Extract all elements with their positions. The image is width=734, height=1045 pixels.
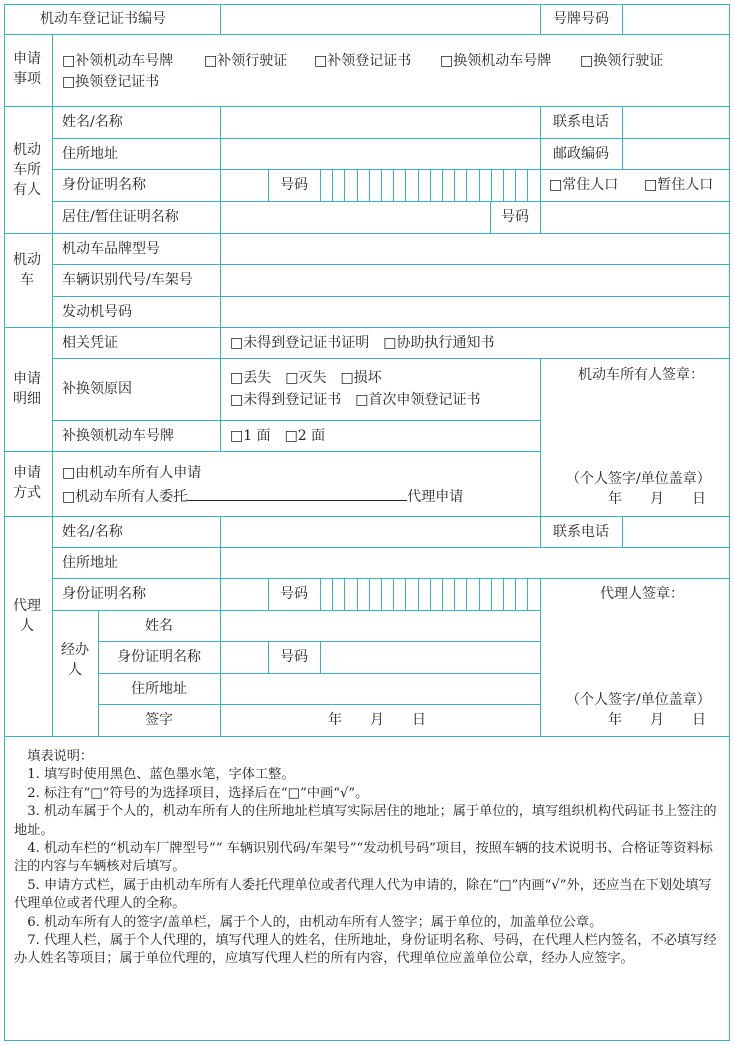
reason-options-line2[interactable]: □未得到登记证书 □首次申领登记证书	[230, 392, 481, 408]
digit-cell-divider	[430, 169, 431, 201]
digit-cell-divider	[332, 169, 333, 201]
row-divider	[52, 578, 730, 579]
row-divider	[52, 420, 540, 421]
option-replace-plate[interactable]: □换领机动车号牌	[440, 53, 552, 69]
instruction-item: 7. 代理人栏，属于个人代理的，填写代理人的姓名，住所地址，身份证明名称、号码，在代理人栏内签名，不必填写经办人姓名等项目；属于单位代理的，应填写代理人栏的所有内容，代理单位应盖单位公章，经办人应签字。	[14, 933, 717, 967]
digit-cell-divider	[503, 578, 504, 610]
col-divider	[320, 578, 321, 610]
digit-cell-divider	[405, 169, 406, 201]
row-divider	[52, 296, 730, 297]
vehicle-vin-label: 车辆识别代号/车架号	[62, 272, 193, 288]
vehicle-section-label: 机动车	[13, 252, 41, 288]
instruction-item: 4. 机动车栏的“机动车厂牌型号”“ 车辆识别代码/车架号”“发动机号码”项目，按照车辆的技术说明书、合格证等资料标注的内容与车辆核对后填写。	[14, 841, 713, 875]
digit-cell-divider	[491, 578, 492, 610]
instruction-item: 5. 申请方式栏，属于由机动车所有人委托代理单位或者代理人代为申请的，除在“□”内画“√”外，还应当在下划处填写代理单位或者代理人的全称。	[14, 877, 712, 912]
option-reissue-plate[interactable]: □补领机动车号牌	[62, 53, 174, 69]
entrust-suffix: 代理申请	[407, 489, 464, 505]
col-divider	[540, 201, 541, 233]
col-divider	[220, 4, 221, 34]
permanent-resident-option[interactable]: □常住人口	[549, 177, 619, 193]
option-replace-license[interactable]: □换领行驶证	[580, 53, 664, 69]
owner-name-label: 姓名/名称	[62, 114, 123, 130]
owner-id-name-label: 身份证明名称	[62, 177, 146, 193]
handler-section-label: 经办人	[61, 642, 89, 678]
digit-cell-divider	[332, 578, 333, 610]
apply-items-section-label: 申请事项	[13, 51, 41, 87]
col-divider	[540, 169, 541, 201]
agent-address-label: 住所地址	[62, 555, 118, 571]
digit-cell-divider	[344, 169, 345, 201]
col-divider	[220, 610, 221, 736]
digit-cell-divider	[515, 578, 516, 610]
owner-section-label: 机动车所有人	[13, 142, 41, 198]
digit-cell-divider	[430, 578, 431, 610]
digit-cell-divider	[479, 169, 480, 201]
owner-address-label: 住所地址	[62, 146, 118, 162]
agent-id-name-label: 身份证明名称	[62, 586, 146, 602]
digit-cell-divider	[454, 169, 455, 201]
digit-cell-divider	[454, 578, 455, 610]
digit-cell-divider	[527, 578, 528, 610]
instructions-title: 填表说明：	[27, 749, 94, 764]
digit-cell-divider	[418, 578, 419, 610]
agent-sign-date: 年 月 日	[608, 712, 706, 728]
agent-sign-note: （个人签字/单位盖章）	[566, 692, 711, 708]
entrust-prefix: □机动车所有人委托	[62, 489, 188, 505]
agent-phone-label: 联系电话	[553, 524, 609, 540]
agent-sign-label: 代理人签章：	[600, 586, 684, 602]
digit-cell-divider	[466, 169, 467, 201]
row-divider	[4, 327, 730, 328]
handler-name-label: 姓名	[145, 618, 173, 634]
handler-address-label: 住所地址	[131, 681, 187, 697]
plate-count-options[interactable]: □1 面 □2 面	[230, 428, 326, 444]
owner-sign-label: 机动车所有人签章：	[578, 367, 704, 383]
handler-id-name-label: 身份证明名称	[117, 649, 201, 665]
row-divider	[52, 610, 540, 611]
residence-cert-label: 居住/暂住证明名称	[62, 209, 179, 225]
digit-cell-divider	[357, 578, 358, 610]
digit-cell-divider	[479, 578, 480, 610]
row-divider	[98, 704, 540, 705]
temporary-resident-option[interactable]: □暂住人口	[644, 177, 714, 193]
col-divider	[622, 4, 623, 34]
digit-cell-divider	[418, 169, 419, 201]
digit-cell-divider	[393, 169, 394, 201]
digit-cell-divider	[405, 578, 406, 610]
plate-count-label: 补换领机动车号牌	[62, 428, 174, 444]
digit-cell-divider	[527, 169, 528, 201]
digit-cell-divider	[344, 578, 345, 610]
owner-sign-date: 年 月 日	[608, 491, 706, 507]
voucher-label: 相关凭证	[62, 335, 118, 351]
col-divider	[52, 34, 53, 736]
owner-id-no-label: 号码	[280, 177, 308, 193]
digit-cell-divider	[466, 578, 467, 610]
digit-cell-divider	[442, 578, 443, 610]
digit-cell-divider	[393, 578, 394, 610]
col-divider	[622, 516, 623, 547]
row-divider	[52, 358, 730, 359]
digit-cell-divider	[381, 578, 382, 610]
detail-section-label: 申请明细	[13, 371, 41, 407]
digit-cell-divider	[381, 169, 382, 201]
reason-label: 补换领原因	[62, 381, 132, 397]
vehicle-engine-label: 发动机号码	[62, 304, 132, 320]
row-divider	[98, 673, 540, 674]
method-option-entrust[interactable]	[62, 486, 463, 506]
owner-sign-note: （个人签字/单位盖章）	[566, 471, 711, 487]
instruction-item: 1. 填写时使用黑色、蓝色墨水笔，字体工整。	[27, 767, 295, 783]
agent-id-no-label: 号码	[280, 586, 308, 602]
col-divider	[622, 106, 623, 169]
row-divider	[4, 34, 730, 35]
handler-signature-label: 签字	[145, 712, 173, 728]
digit-cell-divider	[369, 169, 370, 201]
residence-no-label: 号码	[501, 209, 529, 225]
digit-cell-divider	[515, 169, 516, 201]
row-divider	[98, 641, 540, 642]
row-divider	[52, 201, 730, 202]
col-divider	[320, 169, 321, 201]
handler-sign-date: 年 月 日	[328, 712, 426, 728]
digit-cell-divider	[357, 169, 358, 201]
reason-options-line1[interactable]: □丢失 □灭失 □损坏	[230, 370, 382, 386]
row-divider	[52, 547, 730, 548]
handler-id-no-label: 号码	[280, 649, 308, 665]
plate-no-label: 号牌号码	[553, 11, 609, 27]
row-divider	[52, 169, 730, 170]
row-divider	[4, 233, 730, 234]
row-divider	[4, 451, 540, 452]
method-section-label: 申请方式	[13, 465, 41, 501]
method-option-owner[interactable]: □由机动车所有人申请	[62, 465, 202, 481]
digit-cell-divider	[503, 169, 504, 201]
instruction-item: 6. 机动车所有人的签字/盖单栏，属于个人的，由机动车所有人签字；属于单位的，加盖单位公章。	[27, 914, 603, 930]
col-divider	[220, 327, 221, 451]
col-divider	[540, 578, 541, 736]
row-divider	[52, 138, 730, 139]
instruction-item: 2. 标注有“□”符号的为选择项目，选择后在“□”中画“√”。	[27, 785, 369, 801]
digit-cell-divider	[491, 169, 492, 201]
voucher-options[interactable]: □未得到登记证书证明 □协助执行通知书	[230, 335, 495, 351]
reg-cert-no-label: 机动车登记证书编号	[40, 11, 166, 27]
owner-phone-label: 联系电话	[553, 114, 609, 130]
digit-cell-divider	[369, 578, 370, 610]
row-divider	[52, 264, 730, 265]
instruction-item: 3. 机动车属于个人的，机动车所有人的住所地址栏填写实际居住的地址；属于单位的，填写组织机构代码证书上签注的地址。	[14, 804, 717, 838]
col-divider	[220, 516, 221, 610]
digit-cell-divider	[442, 169, 443, 201]
option-reissue-license[interactable]: □补领行驶证	[204, 53, 288, 69]
agent-section-label: 代理人	[13, 598, 41, 634]
agent-name-label: 姓名/名称	[62, 524, 123, 540]
vehicle-brand-label: 机动车品牌型号	[62, 241, 160, 257]
option-replace-cert[interactable]: □换领登记证书	[62, 74, 160, 90]
col-divider	[320, 641, 321, 673]
owner-postcode-label: 邮政编码	[553, 146, 609, 162]
instructions	[14, 748, 720, 969]
col-divider	[220, 106, 221, 327]
row-divider	[4, 736, 730, 737]
agent-name-underline[interactable]	[187, 486, 407, 501]
col-divider	[540, 358, 541, 516]
option-reissue-cert[interactable]: □补领登记证书	[314, 53, 412, 69]
